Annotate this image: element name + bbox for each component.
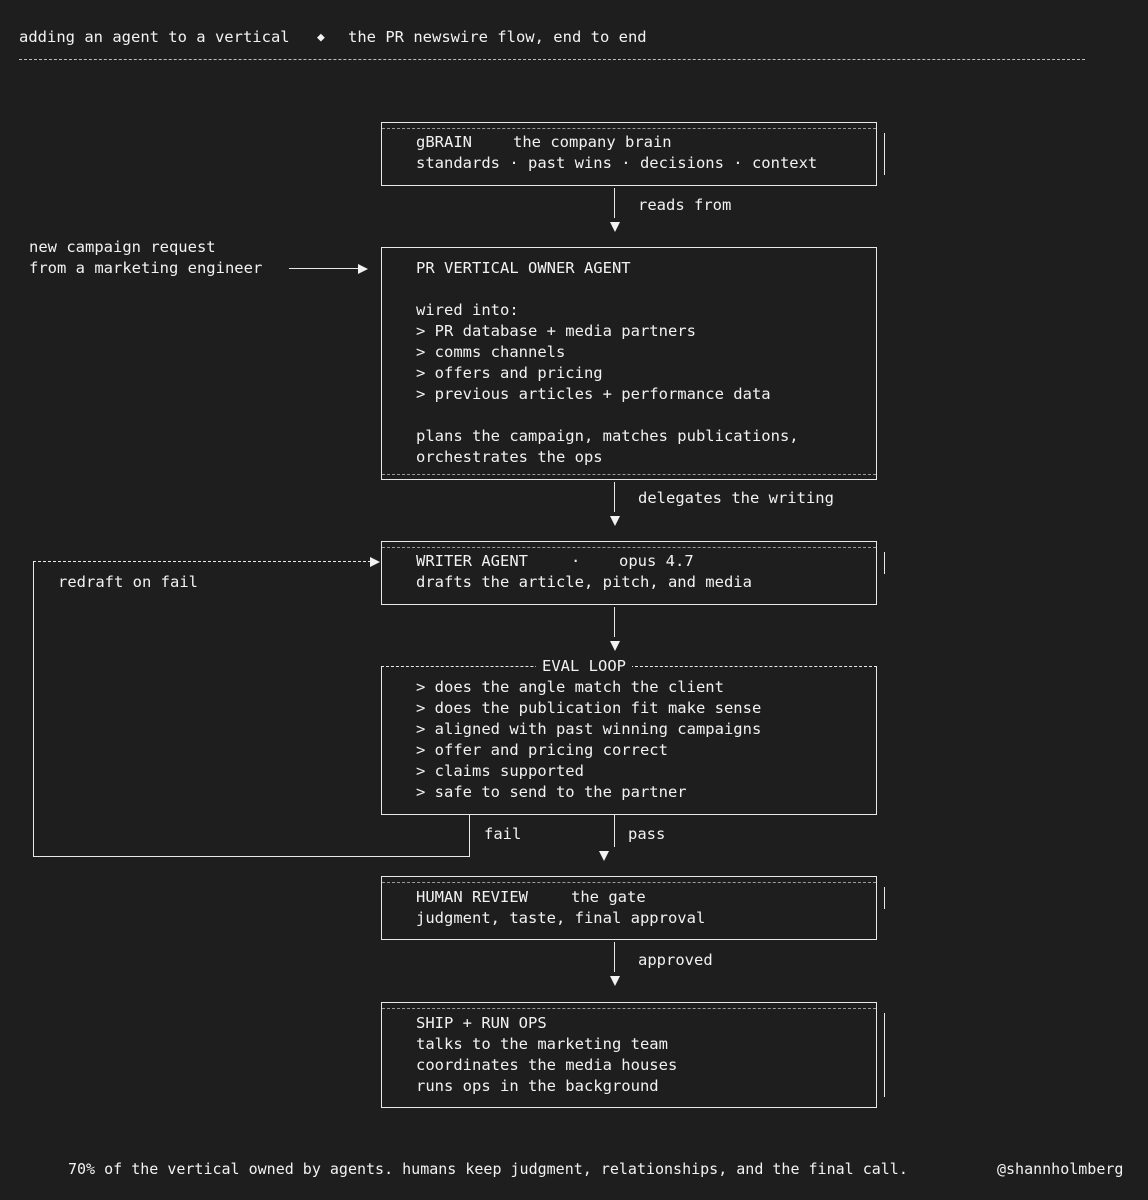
eval-item-4: > offer and pricing correct <box>416 741 668 759</box>
edge-approved-arrow <box>610 976 620 986</box>
owner-wired-label: wired into: <box>416 301 519 319</box>
gbrain-subtitle: the company brain <box>513 133 672 151</box>
fail-loop-bottom <box>33 856 470 857</box>
owner-item-4: > previous articles + performance data <box>416 385 771 403</box>
request-arrow-head <box>358 264 368 274</box>
writer-line2: drafts the article, pitch, and media <box>416 573 752 591</box>
redraft-label: redraft on fail <box>58 573 198 591</box>
edge-delegates-label: delegates the writing <box>638 489 834 507</box>
edge-delegates-line <box>614 482 615 512</box>
human-subtitle: the gate <box>571 888 646 906</box>
eval-item-2: > does the publication fit make sense <box>416 699 762 717</box>
header-title: adding an agent to a vertical <box>19 28 290 46</box>
header-subtitle: the PR newswire flow, end to end <box>348 28 647 46</box>
edge-approved-label: approved <box>638 951 713 969</box>
ship-line-2: coordinates the media houses <box>416 1056 678 1074</box>
eval-item-3: > aligned with past winning campaigns <box>416 720 762 738</box>
footer-note: 70% of the vertical owned by agents. humans keep judgment, relationships, and the final call. <box>68 1160 908 1178</box>
writer-title: WRITER AGENT <box>416 552 528 570</box>
fail-loop-down <box>469 815 470 857</box>
edge-reads-label: reads from <box>638 196 732 214</box>
eval-title: EVAL LOOP <box>536 656 632 677</box>
edge-approved-line <box>614 942 615 972</box>
ship-title: SHIP + RUN OPS <box>416 1014 547 1032</box>
gbrain-box-shadow <box>884 133 885 175</box>
fail-loop-top <box>33 561 371 562</box>
writer-model: opus 4.7 <box>619 552 694 570</box>
owner-title: PR VERTICAL OWNER AGENT <box>416 259 631 277</box>
owner-item-3: > offers and pricing <box>416 364 603 382</box>
ship-line-1: talks to the marketing team <box>416 1035 668 1053</box>
request-line2: from a marketing engineer <box>29 259 263 277</box>
gbrain-line2: standards · past wins · decisions · context <box>416 154 818 172</box>
header-separator: ◆ <box>317 30 325 45</box>
owner-item-1: > PR database + media partners <box>416 322 696 340</box>
request-line1: new campaign request <box>29 238 216 256</box>
eval-item-5: > claims supported <box>416 762 584 780</box>
edge-pass-arrow <box>599 851 609 861</box>
writer-dot: · <box>571 552 581 570</box>
owner-plan-line1: plans the campaign, matches publications, <box>416 427 799 445</box>
eval-item-1: > does the angle match the client <box>416 678 724 696</box>
human-title: HUMAN REVIEW <box>416 888 528 906</box>
edge-reads-line <box>614 188 615 218</box>
header-divider <box>19 59 1085 60</box>
owner-plan-line2: orchestrates the ops <box>416 448 603 466</box>
human-line2: judgment, taste, final approval <box>416 909 706 927</box>
edge-writer-eval-line <box>614 607 615 637</box>
footer-handle: @shannholmberg <box>997 1160 1124 1178</box>
edge-pass-line <box>614 815 615 847</box>
eval-fail-label: fail <box>484 825 522 843</box>
gbrain-title: gBRAIN <box>416 133 472 151</box>
human-box-shadow <box>884 887 885 909</box>
edge-delegates-arrow <box>610 516 620 526</box>
fail-loop-left <box>33 561 34 857</box>
eval-pass-label: pass <box>628 825 666 843</box>
eval-item-6: > safe to send to the partner <box>416 783 687 801</box>
request-arrow-line <box>289 268 359 269</box>
fail-loop-arrow <box>370 557 380 567</box>
writer-box-shadow <box>884 552 885 574</box>
owner-item-2: > comms channels <box>416 343 566 361</box>
ship-line-3: runs ops in the background <box>416 1077 659 1095</box>
edge-reads-arrow <box>610 222 620 232</box>
ship-box-shadow <box>884 1013 885 1097</box>
edge-writer-eval-arrow <box>610 641 620 651</box>
